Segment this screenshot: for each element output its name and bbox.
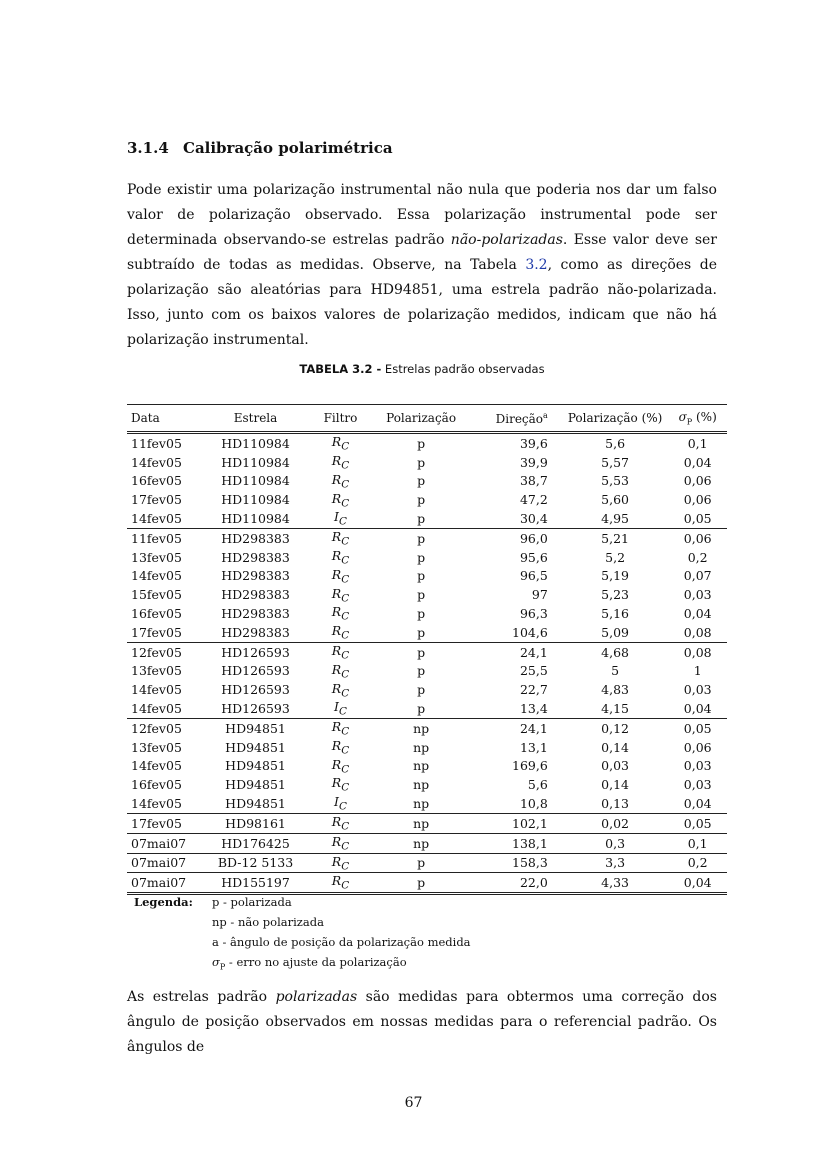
cell-star: HD126593 <box>221 682 290 698</box>
cell-filter: $R_C$ <box>331 452 350 472</box>
header-pol-percent: Polarização (%) <box>567 411 663 425</box>
page-number: 67 <box>404 1095 423 1111</box>
cell-sigma: 0,03 <box>683 777 712 793</box>
cell-date: 12fev05 <box>131 720 182 736</box>
table-row <box>127 775 727 794</box>
cell-star: HD94851 <box>225 720 286 736</box>
header-sigma: $\sigma_P$ (%) <box>678 409 717 427</box>
cell-date: 15fev05 <box>131 587 182 603</box>
cell-direction: 39,6 <box>519 435 548 451</box>
cell-sigma: 0,06 <box>683 530 712 546</box>
cell-date: 14fev05 <box>131 758 182 774</box>
table-row <box>127 433 727 453</box>
cell-star: HD298383 <box>221 530 290 546</box>
cell-pol-percent: 5,09 <box>562 623 669 642</box>
cell-pol-percent: 4,33 <box>562 873 669 894</box>
cell-pol-percent: 0,14 <box>601 739 630 755</box>
cell-pol-percent: 0,3 <box>562 833 669 853</box>
cell-pol-percent: 4,68 <box>601 644 630 660</box>
cell-date: 17fev05 <box>131 492 182 508</box>
cell-filter: $R_C$ <box>331 661 350 681</box>
intro-paragraph <box>127 178 717 353</box>
cell-polarization: np <box>413 758 430 774</box>
cell-polarization: np <box>413 720 430 736</box>
closing-text-b: são medidas para obtermos uma correção dos ângulo de posição observados em nossas medidas para o referencial padrão. Os ângulos de <box>127 989 717 1055</box>
cell-pol-percent: 4,83 <box>601 682 630 698</box>
closing-emphasis: polarizadas <box>275 989 358 1005</box>
cell-pol-percent: 5,16 <box>601 606 630 622</box>
cell-polarization: p <box>417 549 426 565</box>
cell-star: HD126593 <box>221 644 290 660</box>
cell-polarization: p <box>371 873 471 894</box>
cell-date: 12fev05 <box>131 644 182 660</box>
table-row <box>127 623 727 642</box>
table-row <box>127 794 727 813</box>
cell-sigma: 0,05 <box>668 509 727 528</box>
cell-pol-percent: 4,15 <box>562 699 669 718</box>
cell-pol-percent: 5,60 <box>601 492 630 508</box>
cell-star: HD98161 <box>201 813 310 833</box>
cell-sigma: 0,08 <box>683 644 712 660</box>
header-polarization: Polarização <box>386 411 457 425</box>
cell-direction: 24,1 <box>519 644 548 660</box>
table-caption-label: TABELA 3.2 - <box>299 362 382 376</box>
cell-date: 16fev05 <box>131 606 182 622</box>
cell-star: HD110984 <box>221 492 290 508</box>
cell-pol-percent: 5,23 <box>601 587 630 603</box>
cell-direction: 95,6 <box>519 549 548 565</box>
cell-filter: $I_C$ <box>310 699 371 718</box>
cell-sigma: 0,1 <box>687 435 708 451</box>
standard-stars-table <box>127 404 727 895</box>
cell-filter: $R_C$ <box>331 737 350 757</box>
cell-direction: 97 <box>531 587 548 603</box>
cell-star: HD94851 <box>225 758 286 774</box>
cell-pol-percent: 0,14 <box>601 777 630 793</box>
cell-sigma: 1 <box>693 663 702 679</box>
cell-polarization: p <box>417 435 426 451</box>
cell-filter: $R_C$ <box>331 642 350 662</box>
cell-sigma: 0,04 <box>683 454 712 470</box>
cell-date: 17fev05 <box>127 813 201 833</box>
cell-sigma: 0,06 <box>683 739 712 755</box>
cell-filter: $R_C$ <box>310 813 371 833</box>
cell-filter: $R_C$ <box>310 853 371 873</box>
cell-star: HD126593 <box>201 699 310 718</box>
cell-direction: 25,5 <box>519 663 548 679</box>
legend-item-p: p - polarizada <box>212 895 292 909</box>
cell-filter: $R_C$ <box>331 566 350 586</box>
cell-polarization: np <box>371 813 471 833</box>
cell-filter: $I_C$ <box>310 509 371 528</box>
cell-polarization: np <box>371 794 471 813</box>
cell-direction: 138,1 <box>471 833 562 853</box>
cell-filter: $R_C$ <box>331 547 350 567</box>
table-row <box>127 453 727 472</box>
cell-sigma: 0,2 <box>687 549 708 565</box>
cell-sigma: 0,03 <box>683 758 712 774</box>
cell-date: 16fev05 <box>131 777 182 793</box>
cell-star: HD126593 <box>221 663 290 679</box>
cell-star: HD94851 <box>225 777 286 793</box>
cell-pol-percent: 5,6 <box>605 435 626 451</box>
cell-polarization: p <box>417 587 426 603</box>
cell-polarization: p <box>417 568 426 584</box>
cell-polarization: p <box>417 644 426 660</box>
table-row <box>127 509 727 528</box>
cell-pol-percent: 4,95 <box>562 509 669 528</box>
cell-sigma: 0,08 <box>668 623 727 642</box>
cell-star: HD110984 <box>221 473 290 489</box>
cell-sigma: 0,06 <box>683 473 712 489</box>
cell-filter: $I_C$ <box>310 794 371 813</box>
cell-filter: $R_C$ <box>331 490 350 510</box>
cell-star: HD298383 <box>221 549 290 565</box>
cell-star: HD298383 <box>221 606 290 622</box>
cell-pol-percent: 3,3 <box>562 853 669 873</box>
cell-direction: 102,1 <box>471 813 562 833</box>
cell-polarization: p <box>371 623 471 642</box>
cell-direction: 22,0 <box>471 873 562 894</box>
table-row <box>127 718 727 737</box>
table-row <box>127 813 727 833</box>
cell-direction: 39,9 <box>519 454 548 470</box>
cell-date: 14fev05 <box>127 794 201 813</box>
cell-direction: 158,3 <box>471 853 562 873</box>
cell-direction: 47,2 <box>519 492 548 508</box>
table-row <box>127 528 727 547</box>
cell-filter: $R_C$ <box>331 680 350 699</box>
cell-direction: 96,3 <box>519 606 548 622</box>
cell-date: 11fev05 <box>131 530 182 546</box>
header-filter: Filtro <box>323 411 358 425</box>
cell-date: 16fev05 <box>131 473 182 489</box>
cell-star: HD94851 <box>201 794 310 813</box>
cell-date: 11fev05 <box>131 435 182 451</box>
cell-pol-percent: 5,19 <box>601 568 630 584</box>
cell-filter: $R_C$ <box>331 529 350 548</box>
legend-item-sigma: $\sigma_P$ - erro no ajuste da polarização <box>212 955 407 972</box>
closing-paragraph <box>127 985 717 1060</box>
section-number: 3.1.4 <box>127 139 169 157</box>
cell-star: HD110984 <box>201 509 310 528</box>
cell-star: HD110984 <box>221 454 290 470</box>
cell-pol-percent: 5,57 <box>601 454 630 470</box>
table-row <box>127 472 727 491</box>
cell-star: HD155197 <box>201 873 310 894</box>
cell-star: HD298383 <box>221 587 290 603</box>
cell-pol-percent: 0,12 <box>601 720 630 736</box>
legend-title: Legenda: <box>134 895 193 909</box>
cell-polarization: p <box>371 699 471 718</box>
legend-item-a: a - ângulo de posição da polarização medida <box>212 935 471 949</box>
cell-date: 14fev05 <box>131 454 182 470</box>
cell-filter: $R_C$ <box>331 775 350 794</box>
cell-filter: $R_C$ <box>331 434 350 453</box>
cell-polarization: p <box>417 473 426 489</box>
table-row <box>127 662 727 681</box>
intro-emphasis: não-polarizadas <box>450 232 563 248</box>
table-row <box>127 642 727 661</box>
intro-text-c: , como as direções de polarização são aleatórias para HD94851, uma estrela padrão não-polarizada. Isso, junto com os baixos valores de polarização medidos, indicam que não há polarização instrumental. <box>127 257 717 348</box>
table-row <box>127 699 727 718</box>
cell-date: 17fev05 <box>127 623 201 642</box>
cell-pol-percent: 5 <box>611 663 620 679</box>
cell-direction: 13,1 <box>519 739 548 755</box>
cell-polarization: p <box>417 454 426 470</box>
table-caption-text: Estrelas padrão observadas <box>381 362 545 376</box>
cell-direction: 96,5 <box>519 568 548 584</box>
cell-sigma: 0,04 <box>683 606 712 622</box>
cell-direction: 13,4 <box>471 699 562 718</box>
cell-date: 14fev05 <box>127 699 201 718</box>
cell-sigma: 0,2 <box>668 853 727 873</box>
cell-polarization: np <box>413 777 430 793</box>
cell-star: HD298383 <box>201 623 310 642</box>
legend-items <box>212 892 612 977</box>
cell-star: HD110984 <box>221 435 290 451</box>
table-row <box>127 585 727 604</box>
cell-sigma: 0,04 <box>668 794 727 813</box>
cell-pol-percent: 0,02 <box>562 813 669 833</box>
cell-polarization: p <box>371 509 471 528</box>
cell-pol-percent: 5,53 <box>601 473 630 489</box>
cell-sigma: 0,1 <box>668 833 727 853</box>
cell-sigma: 0,04 <box>668 873 727 894</box>
cell-pol-percent: 5,2 <box>605 549 626 565</box>
intro-text-a: Pode existir uma polarização instrumental não nula que poderia nos dar um falso valor de polarização observado. Essa polarização instrumental pode ser determinada observando-se estrelas padrão <box>127 182 717 248</box>
cell-polarization: p <box>417 682 426 698</box>
closing-text-a: As estrelas padrão <box>127 989 276 1005</box>
cell-date: 14fev05 <box>127 509 201 528</box>
cell-direction: 169,6 <box>512 758 548 774</box>
cell-filter: $R_C$ <box>310 623 371 642</box>
header-star: Estrela <box>233 411 278 425</box>
header-direction: Direção$^a$ <box>495 410 548 426</box>
intro-text-b: . Esse valor deve ser subtraído de todas as medidas. Observe, na Tabela <box>127 232 717 273</box>
table-row <box>127 833 727 853</box>
cell-pol-percent: 0,13 <box>562 794 669 813</box>
cell-date: 07mai07 <box>127 873 201 894</box>
cell-direction: 24,1 <box>519 720 548 736</box>
cell-direction: 104,6 <box>471 623 562 642</box>
cell-direction: 96,0 <box>519 530 548 546</box>
cell-star: HD94851 <box>225 739 286 755</box>
cell-filter: $R_C$ <box>310 833 371 853</box>
cell-filter: $R_C$ <box>331 471 350 491</box>
cell-date: 14fev05 <box>131 568 182 584</box>
cell-star: HD176425 <box>201 833 310 853</box>
cell-polarization: p <box>371 853 471 873</box>
table-header-row <box>127 405 727 433</box>
header-date: Data <box>131 411 160 425</box>
cell-date: 13fev05 <box>131 663 182 679</box>
cell-sigma: 0,07 <box>683 568 712 584</box>
cell-pol-percent: 5,21 <box>601 530 630 546</box>
cell-direction: 5,6 <box>527 777 548 793</box>
cell-sigma: 0,03 <box>683 682 712 698</box>
cell-sigma: 0,06 <box>683 492 712 508</box>
cell-direction: 30,4 <box>471 509 562 528</box>
legend-item-np: np - não polarizada <box>212 915 324 929</box>
table-row <box>127 757 727 776</box>
cell-filter: $R_C$ <box>331 604 350 623</box>
cell-date: 13fev05 <box>131 739 182 755</box>
cell-filter: $R_C$ <box>331 756 350 776</box>
cell-date: 13fev05 <box>131 549 182 565</box>
table-row <box>127 567 727 586</box>
cell-filter: $R_C$ <box>310 873 371 894</box>
cell-direction: 22,7 <box>519 682 548 698</box>
table-caption <box>127 362 717 376</box>
cell-filter: $R_C$ <box>331 585 350 605</box>
cell-direction: 10,8 <box>471 794 562 813</box>
cell-pol-percent: 0,03 <box>601 758 630 774</box>
cell-star: HD298383 <box>221 568 290 584</box>
table-reference-link[interactable]: 3.2 <box>525 257 548 273</box>
cell-date: 14fev05 <box>131 682 182 698</box>
section-heading <box>127 139 393 157</box>
cell-polarization: np <box>413 739 430 755</box>
cell-date: 07mai07 <box>127 833 201 853</box>
table-row <box>127 490 727 509</box>
cell-polarization: p <box>417 530 426 546</box>
table-row <box>127 548 727 567</box>
cell-polarization: np <box>371 833 471 853</box>
table-row <box>127 873 727 894</box>
cell-direction: 38,7 <box>519 473 548 489</box>
cell-date: 07mai07 <box>127 853 201 873</box>
cell-polarization: p <box>417 606 426 622</box>
table-row <box>127 604 727 623</box>
cell-sigma: 0,05 <box>668 813 727 833</box>
table-row <box>127 680 727 699</box>
cell-sigma: 0,04 <box>668 699 727 718</box>
section-title: Calibração polarimétrica <box>183 139 393 157</box>
cell-star: BD-12 5133 <box>201 853 310 873</box>
cell-sigma: 0,03 <box>683 587 712 603</box>
cell-sigma: 0,05 <box>683 720 712 736</box>
table-row <box>127 738 727 757</box>
cell-polarization: p <box>417 492 426 508</box>
cell-filter: $R_C$ <box>331 719 350 738</box>
table-body <box>127 433 727 894</box>
table-row <box>127 853 727 873</box>
cell-polarization: p <box>417 663 426 679</box>
